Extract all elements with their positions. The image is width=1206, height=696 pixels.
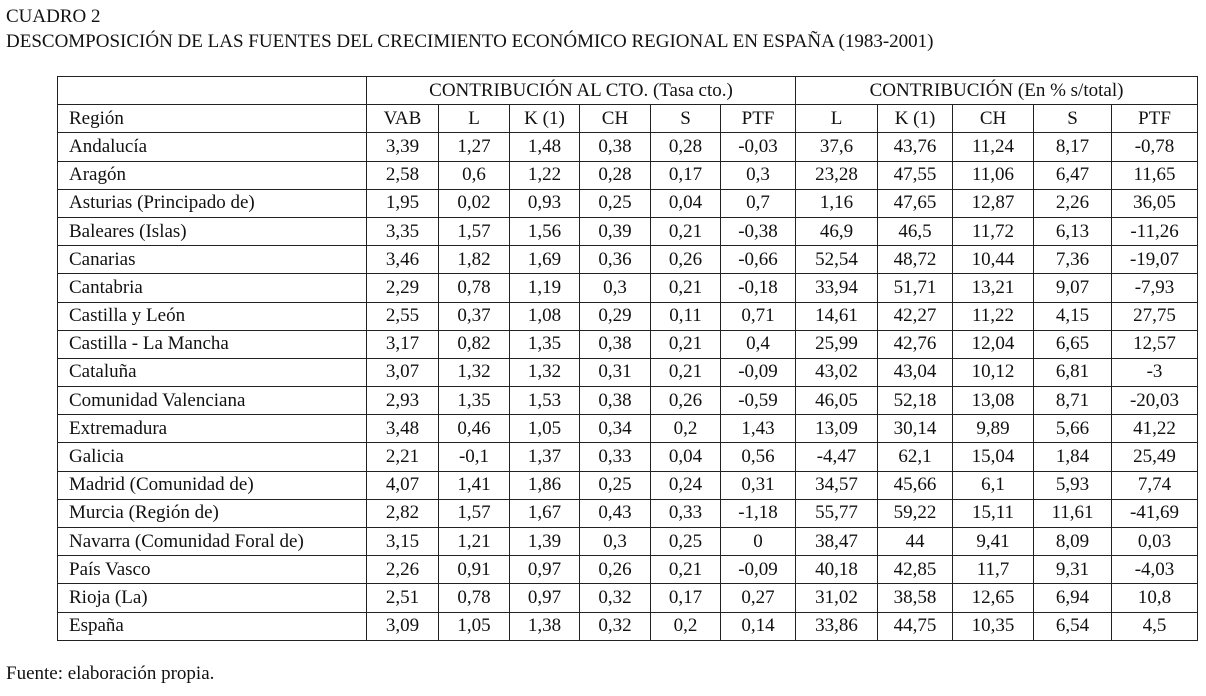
value-cell: 0,25 xyxy=(580,471,651,499)
value-cell: 0 xyxy=(721,528,796,556)
table-row xyxy=(58,556,1198,584)
value-cell: 0,3 xyxy=(580,528,651,556)
value-cell: 1,39 xyxy=(510,528,580,556)
value-cell: 1,19 xyxy=(510,274,580,302)
value-cell: 0,26 xyxy=(651,387,721,415)
value-cell: -0,59 xyxy=(721,387,796,415)
value-cell: 38,47 xyxy=(796,528,878,556)
value-cell: 4,15 xyxy=(1034,302,1112,330)
column-header: K (1) xyxy=(878,105,953,133)
value-cell: 0,26 xyxy=(651,246,721,274)
column-header: PTF xyxy=(1112,105,1198,133)
value-cell: 10,12 xyxy=(953,358,1034,386)
value-cell: 0,28 xyxy=(651,133,721,161)
value-cell: 0,2 xyxy=(651,612,721,640)
column-header: L xyxy=(796,105,878,133)
value-cell: 0,46 xyxy=(439,415,510,443)
value-cell: 5,66 xyxy=(1034,415,1112,443)
value-cell: 43,04 xyxy=(878,358,953,386)
value-cell: 52,54 xyxy=(796,246,878,274)
value-cell: 1,84 xyxy=(1034,443,1112,471)
value-cell: 36,05 xyxy=(1112,189,1198,217)
value-cell: 11,7 xyxy=(953,556,1034,584)
value-cell: 11,72 xyxy=(953,217,1034,245)
value-cell: 6,1 xyxy=(953,471,1034,499)
value-cell: 10,44 xyxy=(953,246,1034,274)
value-cell: 37,6 xyxy=(796,133,878,161)
value-cell: -11,26 xyxy=(1112,217,1198,245)
value-cell: 23,28 xyxy=(796,161,878,189)
table-row xyxy=(58,612,1198,640)
value-cell: 0,11 xyxy=(651,302,721,330)
value-cell: 3,09 xyxy=(367,612,439,640)
value-cell: 52,18 xyxy=(878,387,953,415)
value-cell: 11,61 xyxy=(1034,499,1112,527)
region-cell: Galicia xyxy=(58,443,367,471)
value-cell: 12,57 xyxy=(1112,330,1198,358)
value-cell: 0,3 xyxy=(580,274,651,302)
value-cell: 11,22 xyxy=(953,302,1034,330)
value-cell: 0,21 xyxy=(651,274,721,302)
region-cell: Castilla y León xyxy=(58,302,367,330)
value-cell: 15,04 xyxy=(953,443,1034,471)
table-row xyxy=(58,217,1198,245)
table-row xyxy=(58,302,1198,330)
value-cell: -0,78 xyxy=(1112,133,1198,161)
value-cell: 33,86 xyxy=(796,612,878,640)
value-cell: 2,26 xyxy=(1034,189,1112,217)
column-header: L xyxy=(439,105,510,133)
value-cell: 0,37 xyxy=(439,302,510,330)
value-cell: 6,81 xyxy=(1034,358,1112,386)
value-cell: 0,78 xyxy=(439,584,510,612)
value-cell: 0,39 xyxy=(580,217,651,245)
column-header: Región xyxy=(58,105,367,133)
region-cell: Asturias (Principado de) xyxy=(58,189,367,217)
group-header-contribution-percent: CONTRIBUCIÓN (En % s/total) xyxy=(796,77,1198,105)
value-cell: 6,54 xyxy=(1034,612,1112,640)
value-cell: 5,93 xyxy=(1034,471,1112,499)
region-cell: Aragón xyxy=(58,161,367,189)
value-cell: 42,85 xyxy=(878,556,953,584)
value-cell: 0,97 xyxy=(510,584,580,612)
region-cell: Cantabria xyxy=(58,274,367,302)
value-cell: -0,38 xyxy=(721,217,796,245)
value-cell: 0,21 xyxy=(651,330,721,358)
value-cell: 1,38 xyxy=(510,612,580,640)
value-cell: 1,32 xyxy=(439,358,510,386)
value-cell: 47,55 xyxy=(878,161,953,189)
region-cell: Extremadura xyxy=(58,415,367,443)
value-cell: 15,11 xyxy=(953,499,1034,527)
region-cell: Rioja (La) xyxy=(58,584,367,612)
group-header-blank xyxy=(58,77,367,105)
value-cell: 8,71 xyxy=(1034,387,1112,415)
value-cell: 0,93 xyxy=(510,189,580,217)
value-cell: 9,07 xyxy=(1034,274,1112,302)
value-cell: 1,41 xyxy=(439,471,510,499)
data-table xyxy=(57,76,1198,641)
region-cell: Baleares (Islas) xyxy=(58,217,367,245)
value-cell: 3,48 xyxy=(367,415,439,443)
value-cell: 0,33 xyxy=(651,499,721,527)
column-header: PTF xyxy=(721,105,796,133)
value-cell: 0,38 xyxy=(580,133,651,161)
value-cell: 0,17 xyxy=(651,584,721,612)
value-cell: -0,09 xyxy=(721,556,796,584)
value-cell: 14,61 xyxy=(796,302,878,330)
value-cell: 34,57 xyxy=(796,471,878,499)
value-cell: 9,89 xyxy=(953,415,1034,443)
value-cell: -19,07 xyxy=(1112,246,1198,274)
value-cell: 1,82 xyxy=(439,246,510,274)
value-cell: 0,91 xyxy=(439,556,510,584)
value-cell: 0,25 xyxy=(580,189,651,217)
value-cell: 1,86 xyxy=(510,471,580,499)
value-cell: -0,03 xyxy=(721,133,796,161)
value-cell: 38,58 xyxy=(878,584,953,612)
value-cell: 46,05 xyxy=(796,387,878,415)
table-caption xyxy=(6,4,934,54)
value-cell: 0,6 xyxy=(439,161,510,189)
value-cell: 9,41 xyxy=(953,528,1034,556)
value-cell: -20,03 xyxy=(1112,387,1198,415)
value-cell: -1,18 xyxy=(721,499,796,527)
table-body xyxy=(58,133,1198,640)
value-cell: 40,18 xyxy=(796,556,878,584)
value-cell: 7,74 xyxy=(1112,471,1198,499)
value-cell: 3,35 xyxy=(367,217,439,245)
value-cell: 47,65 xyxy=(878,189,953,217)
value-cell: 12,87 xyxy=(953,189,1034,217)
value-cell: 0,04 xyxy=(651,443,721,471)
value-cell: 9,31 xyxy=(1034,556,1112,584)
value-cell: 3,46 xyxy=(367,246,439,274)
region-cell: Comunidad Valenciana xyxy=(58,387,367,415)
value-cell: 0,21 xyxy=(651,556,721,584)
value-cell: 42,27 xyxy=(878,302,953,330)
table-row xyxy=(58,246,1198,274)
group-header-row xyxy=(58,77,1198,105)
value-cell: 11,06 xyxy=(953,161,1034,189)
value-cell: 44 xyxy=(878,528,953,556)
value-cell: 0,7 xyxy=(721,189,796,217)
value-cell: 0,3 xyxy=(721,161,796,189)
table-row xyxy=(58,528,1198,556)
value-cell: 0,32 xyxy=(580,584,651,612)
value-cell: 6,13 xyxy=(1034,217,1112,245)
region-cell: Navarra (Comunidad Foral de) xyxy=(58,528,367,556)
value-cell: 45,66 xyxy=(878,471,953,499)
value-cell: 46,5 xyxy=(878,217,953,245)
table-row xyxy=(58,499,1198,527)
region-cell: Castilla - La Mancha xyxy=(58,330,367,358)
value-cell: 31,02 xyxy=(796,584,878,612)
value-cell: 0,34 xyxy=(580,415,651,443)
region-cell: Madrid (Comunidad de) xyxy=(58,471,367,499)
value-cell: 10,8 xyxy=(1112,584,1198,612)
value-cell: 10,35 xyxy=(953,612,1034,640)
table-row xyxy=(58,387,1198,415)
value-cell: 3,17 xyxy=(367,330,439,358)
value-cell: 2,21 xyxy=(367,443,439,471)
value-cell: 6,65 xyxy=(1034,330,1112,358)
value-cell: 55,77 xyxy=(796,499,878,527)
value-cell: 42,76 xyxy=(878,330,953,358)
value-cell: 2,26 xyxy=(367,556,439,584)
value-cell: 11,24 xyxy=(953,133,1034,161)
value-cell: 6,47 xyxy=(1034,161,1112,189)
value-cell: 11,65 xyxy=(1112,161,1198,189)
value-cell: 2,93 xyxy=(367,387,439,415)
value-cell: 1,37 xyxy=(510,443,580,471)
value-cell: 7,36 xyxy=(1034,246,1112,274)
column-header-row xyxy=(58,105,1198,133)
value-cell: 59,22 xyxy=(878,499,953,527)
value-cell: 0,25 xyxy=(651,528,721,556)
column-header: S xyxy=(1034,105,1112,133)
column-header: S xyxy=(651,105,721,133)
table-row xyxy=(58,415,1198,443)
value-cell: 0,43 xyxy=(580,499,651,527)
table-row xyxy=(58,330,1198,358)
value-cell: 2,51 xyxy=(367,584,439,612)
value-cell: 33,94 xyxy=(796,274,878,302)
value-cell: -0,09 xyxy=(721,358,796,386)
table-row xyxy=(58,161,1198,189)
value-cell: 1,57 xyxy=(439,217,510,245)
value-cell: 12,04 xyxy=(953,330,1034,358)
value-cell: 0,17 xyxy=(651,161,721,189)
value-cell: 1,35 xyxy=(439,387,510,415)
value-cell: -4,47 xyxy=(796,443,878,471)
value-cell: 3,39 xyxy=(367,133,439,161)
value-cell: -0,66 xyxy=(721,246,796,274)
value-cell: -41,69 xyxy=(1112,499,1198,527)
column-header: CH xyxy=(953,105,1034,133)
value-cell: 25,49 xyxy=(1112,443,1198,471)
value-cell: 0,97 xyxy=(510,556,580,584)
value-cell: -4,03 xyxy=(1112,556,1198,584)
value-cell: 0,26 xyxy=(580,556,651,584)
value-cell: 8,17 xyxy=(1034,133,1112,161)
value-cell: 0,29 xyxy=(580,302,651,330)
value-cell: 3,07 xyxy=(367,358,439,386)
value-cell: 1,95 xyxy=(367,189,439,217)
value-cell: 0,71 xyxy=(721,302,796,330)
value-cell: 6,94 xyxy=(1034,584,1112,612)
region-cell: País Vasco xyxy=(58,556,367,584)
value-cell: 0,14 xyxy=(721,612,796,640)
value-cell: 13,08 xyxy=(953,387,1034,415)
value-cell: 0,32 xyxy=(580,612,651,640)
value-cell: 41,22 xyxy=(1112,415,1198,443)
value-cell: 0,38 xyxy=(580,387,651,415)
value-cell: 2,82 xyxy=(367,499,439,527)
value-cell: 0,36 xyxy=(580,246,651,274)
group-header-contribution-rate: CONTRIBUCIÓN AL CTO. (Tasa cto.) xyxy=(367,77,796,105)
value-cell: -0,1 xyxy=(439,443,510,471)
value-cell: 4,5 xyxy=(1112,612,1198,640)
value-cell: 1,05 xyxy=(439,612,510,640)
value-cell: 0,28 xyxy=(580,161,651,189)
value-cell: 1,56 xyxy=(510,217,580,245)
value-cell: 2,29 xyxy=(367,274,439,302)
value-cell: 0,38 xyxy=(580,330,651,358)
value-cell: 1,16 xyxy=(796,189,878,217)
value-cell: 1,21 xyxy=(439,528,510,556)
value-cell: 48,72 xyxy=(878,246,953,274)
value-cell: -3 xyxy=(1112,358,1198,386)
value-cell: 4,07 xyxy=(367,471,439,499)
region-cell: Cataluña xyxy=(58,358,367,386)
value-cell: 0,31 xyxy=(721,471,796,499)
value-cell: 3,15 xyxy=(367,528,439,556)
column-header: VAB xyxy=(367,105,439,133)
value-cell: 1,43 xyxy=(721,415,796,443)
value-cell: 0,33 xyxy=(580,443,651,471)
value-cell: 12,65 xyxy=(953,584,1034,612)
value-cell: -0,18 xyxy=(721,274,796,302)
value-cell: 27,75 xyxy=(1112,302,1198,330)
value-cell: 0,78 xyxy=(439,274,510,302)
value-cell: 1,22 xyxy=(510,161,580,189)
value-cell: 0,27 xyxy=(721,584,796,612)
value-cell: 1,53 xyxy=(510,387,580,415)
table-row xyxy=(58,443,1198,471)
value-cell: 0,21 xyxy=(651,358,721,386)
region-cell: Murcia (Región de) xyxy=(58,499,367,527)
caption-title: DESCOMPOSICIÓN DE LAS FUENTES DEL CRECIMIENTO ECONÓMICO REGIONAL EN ESPAÑA (1983-2001) xyxy=(6,31,934,52)
value-cell: 13,21 xyxy=(953,274,1034,302)
value-cell: 0,2 xyxy=(651,415,721,443)
value-cell: 1,57 xyxy=(439,499,510,527)
value-cell: 1,67 xyxy=(510,499,580,527)
table-row xyxy=(58,133,1198,161)
value-cell: 44,75 xyxy=(878,612,953,640)
value-cell: 0,56 xyxy=(721,443,796,471)
column-header: CH xyxy=(580,105,651,133)
table-row xyxy=(58,471,1198,499)
value-cell: 62,1 xyxy=(878,443,953,471)
value-cell: 1,35 xyxy=(510,330,580,358)
value-cell: 0,03 xyxy=(1112,528,1198,556)
column-header: K (1) xyxy=(510,105,580,133)
region-cell: Canarias xyxy=(58,246,367,274)
value-cell: 30,14 xyxy=(878,415,953,443)
region-cell: Andalucía xyxy=(58,133,367,161)
value-cell: 2,58 xyxy=(367,161,439,189)
value-cell: 1,05 xyxy=(510,415,580,443)
value-cell: 0,4 xyxy=(721,330,796,358)
table-row xyxy=(58,584,1198,612)
value-cell: 0,02 xyxy=(439,189,510,217)
caption-label: CUADRO 2 xyxy=(6,6,101,27)
value-cell: 46,9 xyxy=(796,217,878,245)
value-cell: 8,09 xyxy=(1034,528,1112,556)
value-cell: -7,93 xyxy=(1112,274,1198,302)
table-row xyxy=(58,274,1198,302)
value-cell: 1,27 xyxy=(439,133,510,161)
value-cell: 1,48 xyxy=(510,133,580,161)
value-cell: 2,55 xyxy=(367,302,439,330)
table-row xyxy=(58,358,1198,386)
value-cell: 1,32 xyxy=(510,358,580,386)
value-cell: 1,69 xyxy=(510,246,580,274)
table-row xyxy=(58,189,1198,217)
value-cell: 51,71 xyxy=(878,274,953,302)
value-cell: 0,82 xyxy=(439,330,510,358)
value-cell: 1,08 xyxy=(510,302,580,330)
region-cell: España xyxy=(58,612,367,640)
value-cell: 0,04 xyxy=(651,189,721,217)
value-cell: 43,76 xyxy=(878,133,953,161)
value-cell: 13,09 xyxy=(796,415,878,443)
value-cell: 0,21 xyxy=(651,217,721,245)
value-cell: 25,99 xyxy=(796,330,878,358)
value-cell: 0,31 xyxy=(580,358,651,386)
source-note: Fuente: elaboración propia. xyxy=(6,663,215,684)
value-cell: 0,24 xyxy=(651,471,721,499)
value-cell: 43,02 xyxy=(796,358,878,386)
